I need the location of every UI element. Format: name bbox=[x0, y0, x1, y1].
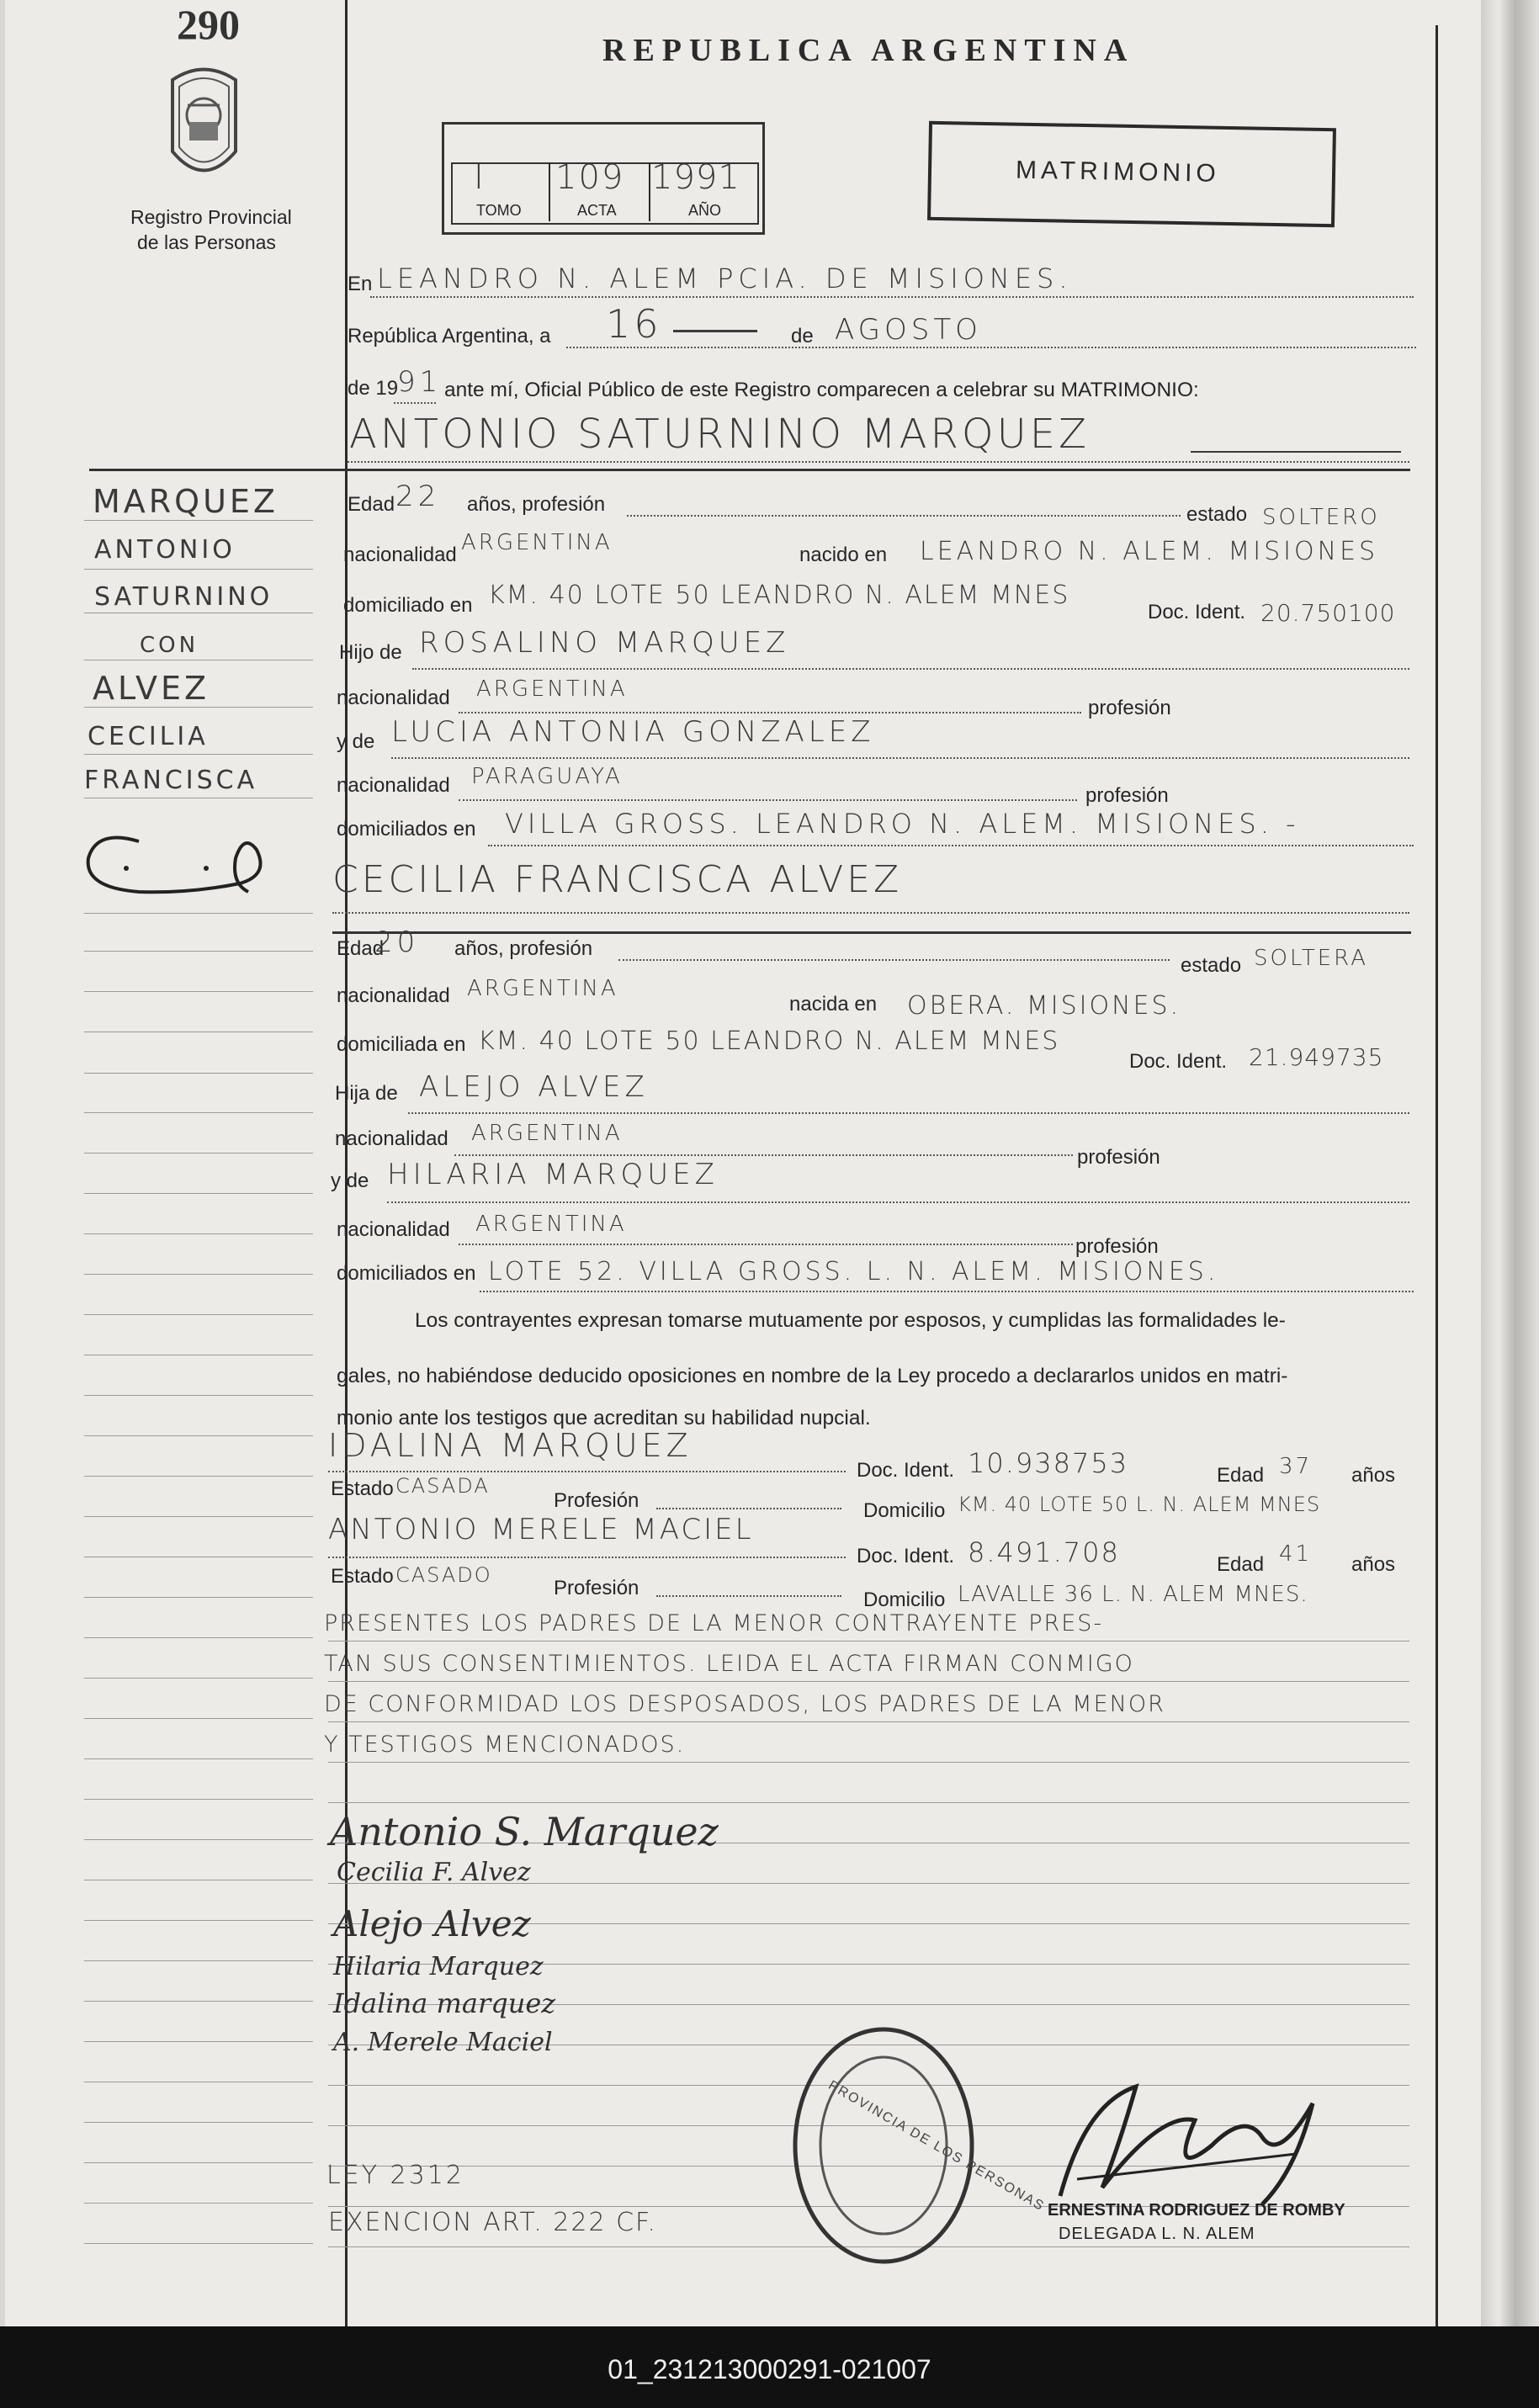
bride-doc-label: Doc. Ident. bbox=[1129, 1050, 1228, 1073]
provincial-seal-icon bbox=[164, 63, 244, 189]
signature-groom: Antonio S. Marquez bbox=[330, 1809, 719, 1854]
bride-nacida-label: nacida en bbox=[789, 993, 878, 1016]
note-line-1: PRESENTES LOS PADRES DE LA MENOR CONTRAYENTE PRES- bbox=[324, 1610, 1104, 1636]
groom-father-nacionalidad-label: nacionalidad bbox=[337, 687, 450, 709]
declaration-line-2: gales, no habiéndose deducido oposiciones en nombre de la Ley procedo a declararlos unidos en matri- bbox=[337, 1365, 1288, 1387]
bride-anos-profesion: años, profesión bbox=[454, 937, 593, 960]
note-line-3: DE CONFORMIDAD LOS DESPOSADOS, LOS PADRES DE LA MENOR bbox=[324, 1691, 1165, 1717]
bride-mother-nacionalidad-label: nacionalidad bbox=[337, 1218, 450, 1241]
republica-label: República Argentina, a bbox=[348, 325, 551, 347]
bride-domicilio: KM. 40 LOTE 50 LEANDRO N. ALEM MNES bbox=[478, 1026, 1060, 1056]
groom-full-name: ANTONIO SATURNINO MARQUEZ bbox=[349, 411, 1090, 458]
witness-2-domicilio: LAVALLE 36 L. N. ALEM MNES. bbox=[958, 1582, 1308, 1607]
ano-value: 1991 bbox=[651, 158, 740, 197]
signature-bride-father: Alejo Alvez bbox=[333, 1903, 531, 1944]
ante-text: ante mí, Oficial Público de este Registro comparecen a celebrar su MATRIMONIO: bbox=[444, 379, 1199, 401]
groom-edad-label: Edad bbox=[348, 493, 395, 516]
signature-bride-mother: Hilaria Marquez bbox=[333, 1952, 544, 1981]
record-type: MATRIMONIO bbox=[1015, 156, 1221, 188]
groom-domicilio: KM. 40 LOTE 50 LEANDRO N. ALEM MNES bbox=[488, 581, 1070, 610]
year-suffix: 91 bbox=[397, 365, 443, 399]
declaration-line-3: monio ante los testigos que acreditan su habilidad nupcial. bbox=[337, 1407, 871, 1429]
bride-doc: 21.949735 bbox=[1249, 1043, 1384, 1071]
witness-1-estado: CASADA bbox=[395, 1474, 490, 1498]
bride-father-nacionalidad-label: nacionalidad bbox=[335, 1127, 448, 1150]
bride-father-nacionalidad: ARGENTINA bbox=[471, 1121, 623, 1146]
margin-name-1: MARQUEZ bbox=[93, 483, 279, 520]
bride-domiciliada-label: domiciliada en bbox=[337, 1033, 466, 1056]
groom-doc-label: Doc. Ident. bbox=[1148, 601, 1246, 623]
witness-1-profesion-label: Profesión bbox=[554, 1489, 639, 1512]
margin-name-6: CECILIA bbox=[88, 722, 209, 751]
acta-value: 109 bbox=[555, 158, 625, 197]
bride-father-profesion-label: profesión bbox=[1077, 1146, 1160, 1169]
margin-name-7: FRANCISCA bbox=[84, 766, 258, 795]
witness-1-doc-label: Doc. Ident. bbox=[857, 1459, 955, 1482]
groom-mother-nacionalidad-label: nacionalidad bbox=[337, 774, 450, 797]
stamp-text: PROVINCIA DE LOS PERSONAS bbox=[825, 2078, 1048, 2214]
signature-witness-2: A. Merele Maciel bbox=[333, 2028, 553, 2057]
groom-nacido-label: nacido en bbox=[799, 544, 888, 566]
bride-mother-nacionalidad: ARGENTINA bbox=[475, 1212, 627, 1237]
groom-mother-profesion-label: profesión bbox=[1085, 784, 1169, 807]
witness-2-doc: 8.491.708 bbox=[968, 1536, 1120, 1568]
groom-hijo-label: Hijo de bbox=[339, 641, 402, 664]
witness-1-estado-label: Estado bbox=[331, 1477, 394, 1500]
groom-mother: LUCIA ANTONIA GONZALEZ bbox=[391, 715, 875, 749]
bride-mother-profesion-label: profesión bbox=[1075, 1235, 1159, 1258]
registry-line-1: Registro Provincial bbox=[130, 206, 292, 228]
margin-signature-icon bbox=[80, 825, 282, 909]
right-border bbox=[1436, 25, 1438, 2326]
witness-2-name: ANTONIO MERELE MACIEL bbox=[328, 1513, 754, 1546]
witness-2-edad-label: Edad bbox=[1217, 1553, 1265, 1576]
tomo-value: I bbox=[474, 158, 488, 197]
groom-domiciliados-label: domiciliados en bbox=[337, 818, 476, 841]
country-title: REPUBLICA ARGENTINA bbox=[602, 33, 1135, 68]
official-title: DELEGADA L. N. ALEM bbox=[1059, 2225, 1255, 2243]
official-stamp-icon bbox=[787, 2019, 980, 2272]
record-type-box bbox=[927, 121, 1336, 227]
groom-domiciliado-label: domiciliado en bbox=[343, 594, 473, 617]
groom-father: ROSALINO MARQUEZ bbox=[419, 626, 790, 660]
margin-name-5: ALVEZ bbox=[93, 670, 210, 707]
ley-reference: LEY 2312 bbox=[326, 2161, 464, 2190]
book-spine bbox=[1481, 0, 1539, 2326]
exencion-reference: EXENCION ART. 222 CF. bbox=[328, 2208, 658, 2237]
place: LEANDRO N. ALEM PCIA. DE MISIONES. bbox=[377, 263, 1073, 294]
bride-yde-label: y de bbox=[331, 1170, 369, 1192]
witness-2-anos-label: años bbox=[1351, 1553, 1396, 1576]
witness-1-domicilio-label: Domicilio bbox=[863, 1499, 946, 1522]
note-line-4: Y TESTIGOS MENCIONADOS. bbox=[324, 1732, 686, 1758]
witness-2-age: 41 bbox=[1279, 1541, 1313, 1567]
groom-estado: SOLTERO bbox=[1262, 505, 1380, 530]
witness-1-edad-label: Edad bbox=[1217, 1464, 1265, 1487]
witness-2-estado-label: Estado bbox=[331, 1565, 394, 1588]
witness-2-doc-label: Doc. Ident. bbox=[857, 1545, 955, 1567]
witness-2-domicilio-label: Domicilio bbox=[863, 1589, 946, 1611]
witness-2-profesion-label: Profesión bbox=[554, 1577, 639, 1599]
bride-nacida-en: OBERA. MISIONES. bbox=[907, 991, 1181, 1021]
registry-line-2: de las Personas bbox=[137, 231, 276, 253]
groom-father-nacionalidad: ARGENTINA bbox=[476, 676, 628, 702]
de-label-1: de bbox=[791, 325, 814, 347]
official-name: ERNESTINA RODRIGUEZ DE ROMBY bbox=[1048, 2201, 1345, 2220]
bride-mother: HILARIA MARQUEZ bbox=[387, 1158, 719, 1191]
note-line-2: TAN SUS CONSENTIMIENTOS. LEIDA EL ACTA FIRMAN CONMIGO bbox=[324, 1651, 1134, 1677]
groom-nacionalidad-label: nacionalidad bbox=[343, 544, 457, 566]
bride-estado: SOLTERA bbox=[1254, 946, 1368, 971]
groom-mother-nacionalidad: PARAGUAYA bbox=[471, 764, 623, 789]
acta-label: ACTA bbox=[577, 202, 617, 219]
declaration-line-1: Los contrayentes expresan tomarse mutuamente por esposos, y cumplidas las formalidades le- bbox=[415, 1309, 1286, 1332]
groom-doc: 20.750100 bbox=[1260, 599, 1396, 627]
bride-edad-label: Edad bbox=[337, 937, 385, 960]
margin-name-2: ANTONIO bbox=[94, 535, 236, 565]
en-label: En bbox=[348, 273, 373, 295]
groom-parents-domicilio: VILLA GROSS. LEANDRO N. ALEM. MISIONES. - bbox=[505, 808, 1300, 840]
bride-domiciliados-label: domiciliados en bbox=[337, 1262, 476, 1285]
bride-estado-label: estado bbox=[1181, 954, 1242, 977]
groom-nacionalidad: ARGENTINA bbox=[461, 530, 613, 555]
signature-witness-1: Idalina marquez bbox=[333, 1987, 556, 2019]
bride-nacionalidad: ARGENTINA bbox=[467, 976, 618, 1001]
day: 16 bbox=[606, 301, 662, 347]
groom-anos-profesion: años, profesión bbox=[467, 493, 606, 516]
signature-bride: Cecilia F. Alvez bbox=[337, 1858, 531, 1887]
bride-age: 20 bbox=[374, 926, 420, 959]
groom-estado-label: estado bbox=[1186, 503, 1248, 526]
margin-name-4: CON bbox=[140, 633, 199, 658]
witness-1-doc: 10.938753 bbox=[968, 1447, 1129, 1479]
groom-age: 22 bbox=[395, 480, 441, 513]
bride-hija-label: Hija de bbox=[335, 1082, 398, 1105]
witness-1-domicilio: KM. 40 LOTE 50 L. N. ALEM MNES bbox=[958, 1493, 1321, 1516]
bride-full-name: CECILIA FRANCISCA ALVEZ bbox=[332, 858, 903, 901]
groom-nacido-en: LEANDRO N. ALEM. MISIONES bbox=[920, 537, 1379, 566]
groom-father-profesion-label: profesión bbox=[1088, 697, 1171, 719]
month: AGOSTO bbox=[835, 313, 982, 347]
tomo-label: TOMO bbox=[476, 202, 522, 219]
bride-nacionalidad-label: nacionalidad bbox=[337, 984, 450, 1007]
witness-1-name: IDALINA MARQUEZ bbox=[328, 1427, 693, 1464]
year-prefix: de 19 bbox=[348, 377, 399, 400]
witness-2-estado: CASADO bbox=[395, 1563, 492, 1587]
margin-name-3: SATURNINO bbox=[94, 582, 273, 612]
bride-parents-domicilio: LOTE 52. VILLA GROSS. L. N. ALEM. MISIONES. bbox=[488, 1257, 1219, 1286]
witness-1-anos-label: años bbox=[1351, 1464, 1396, 1487]
record-number-box bbox=[442, 122, 765, 235]
file-caption: 01_231213000291-021007 bbox=[608, 2354, 931, 2384]
page-number: 290 bbox=[177, 1, 240, 48]
witness-1-age: 37 bbox=[1279, 1454, 1313, 1479]
groom-yde-label: y de bbox=[337, 730, 375, 753]
ano-label: AÑO bbox=[688, 202, 722, 219]
bride-father: ALEJO ALVEZ bbox=[419, 1070, 649, 1104]
